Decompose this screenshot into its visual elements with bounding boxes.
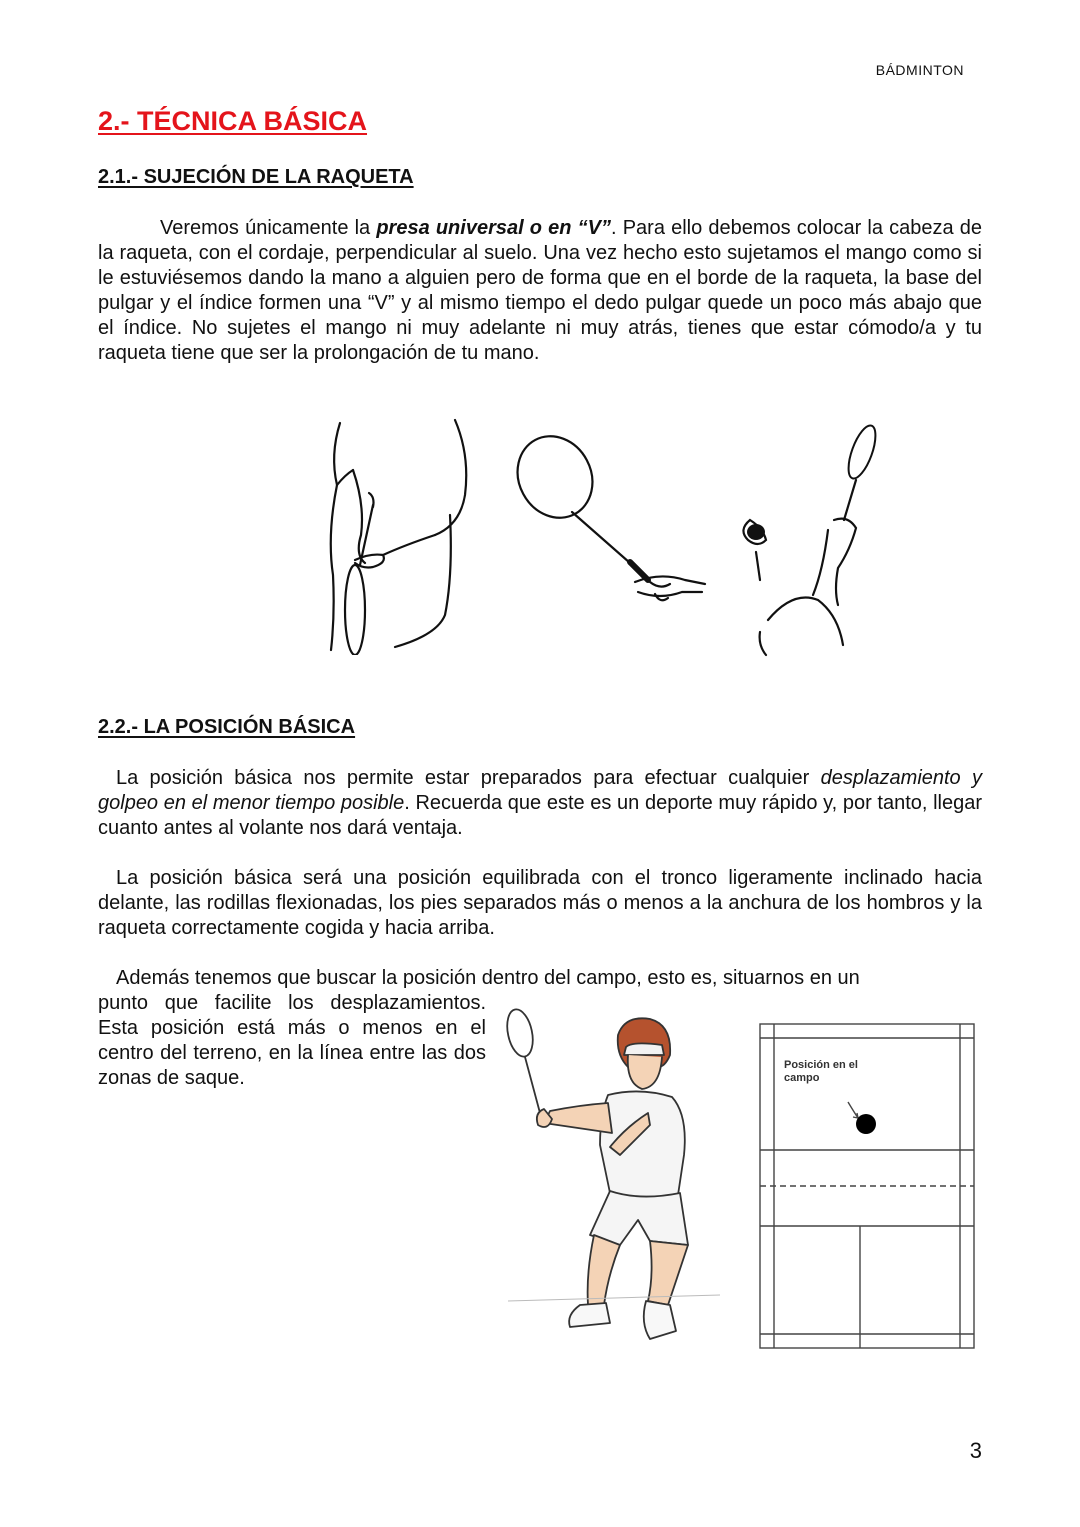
grip-illustration-raised [738,420,883,660]
subsection-title-position: 2.2.- LA POSICIÓN BÁSICA [98,716,356,738]
page-number: 3 [969,1438,982,1463]
position-paragraph-2 [98,866,982,941]
court-label-line1: Posición en el [784,1059,858,1071]
position-p1-end: . Recuerda que este es un deporte muy rápido y, por tanto, llegar cuanto antes al volante nos dará ventaja. [98,792,982,839]
grip-illustration-body [325,415,475,655]
court-label-line2: campo [784,1072,820,1084]
player-ready-stance-illustration [500,1005,720,1350]
grip-text-end: . Para ello debemos colocar la cabeza de la raqueta, con el cordaje, perpendicular al suelo. Una vez hecho esto sujetamos el mango como si le estuviésemos dando la mano a alguien pero de forma que en el borde de la raqueta, la base del pulgar y el índice formen una “V” y al mismo tiempo el dedo pulgar quede un poco más abajo que el índice. No sujetes el mango ni muy adelante ni muy atrás, tienes que estar cómodo/a y tu raqueta tiene que ser la prolongación de tu mano. [98,217,982,364]
position-paragraph-3-rest [98,991,486,1091]
position-paragraph-3-line1 [98,966,982,991]
subsection-title-grip: 2.1.- SUJECIÓN DE LA RAQUETA [98,166,414,188]
grip-text-bold: presa universal o en “V” [376,217,611,239]
grip-text-start: Veremos únicamente la [160,217,377,239]
position-p3-line1: Además tenemos que buscar la posición dentro del campo, esto es, situarnos en un [116,967,860,989]
position-p1-italic: desplazamiento y golpeo en el menor tiempo posible [98,767,982,814]
grip-illustration-racket [510,432,710,612]
court-diagram [756,1018,980,1354]
section-title: 2.- TÉCNICA BÁSICA [98,106,368,136]
position-p2-text: La posición básica será una posición equilibrada con el tronco ligeramente inclinado hacia delante, las rodillas flexionadas, los pies separados más o menos a la anchura de los hombros y la raqueta correctamente cogida y hacia arriba. [98,867,982,939]
position-p1-start: La posición básica nos permite estar preparados para efectuar cualquier [116,767,821,789]
position-paragraph-1 [98,766,982,841]
running-header: BÁDMINTON [875,62,964,78]
grip-paragraph [98,216,982,366]
position-p3-rest: punto que facilite los desplazamientos. Esta posición está más o menos en el centro del terreno, en la línea entre las dos zonas de saque. [98,992,486,1089]
